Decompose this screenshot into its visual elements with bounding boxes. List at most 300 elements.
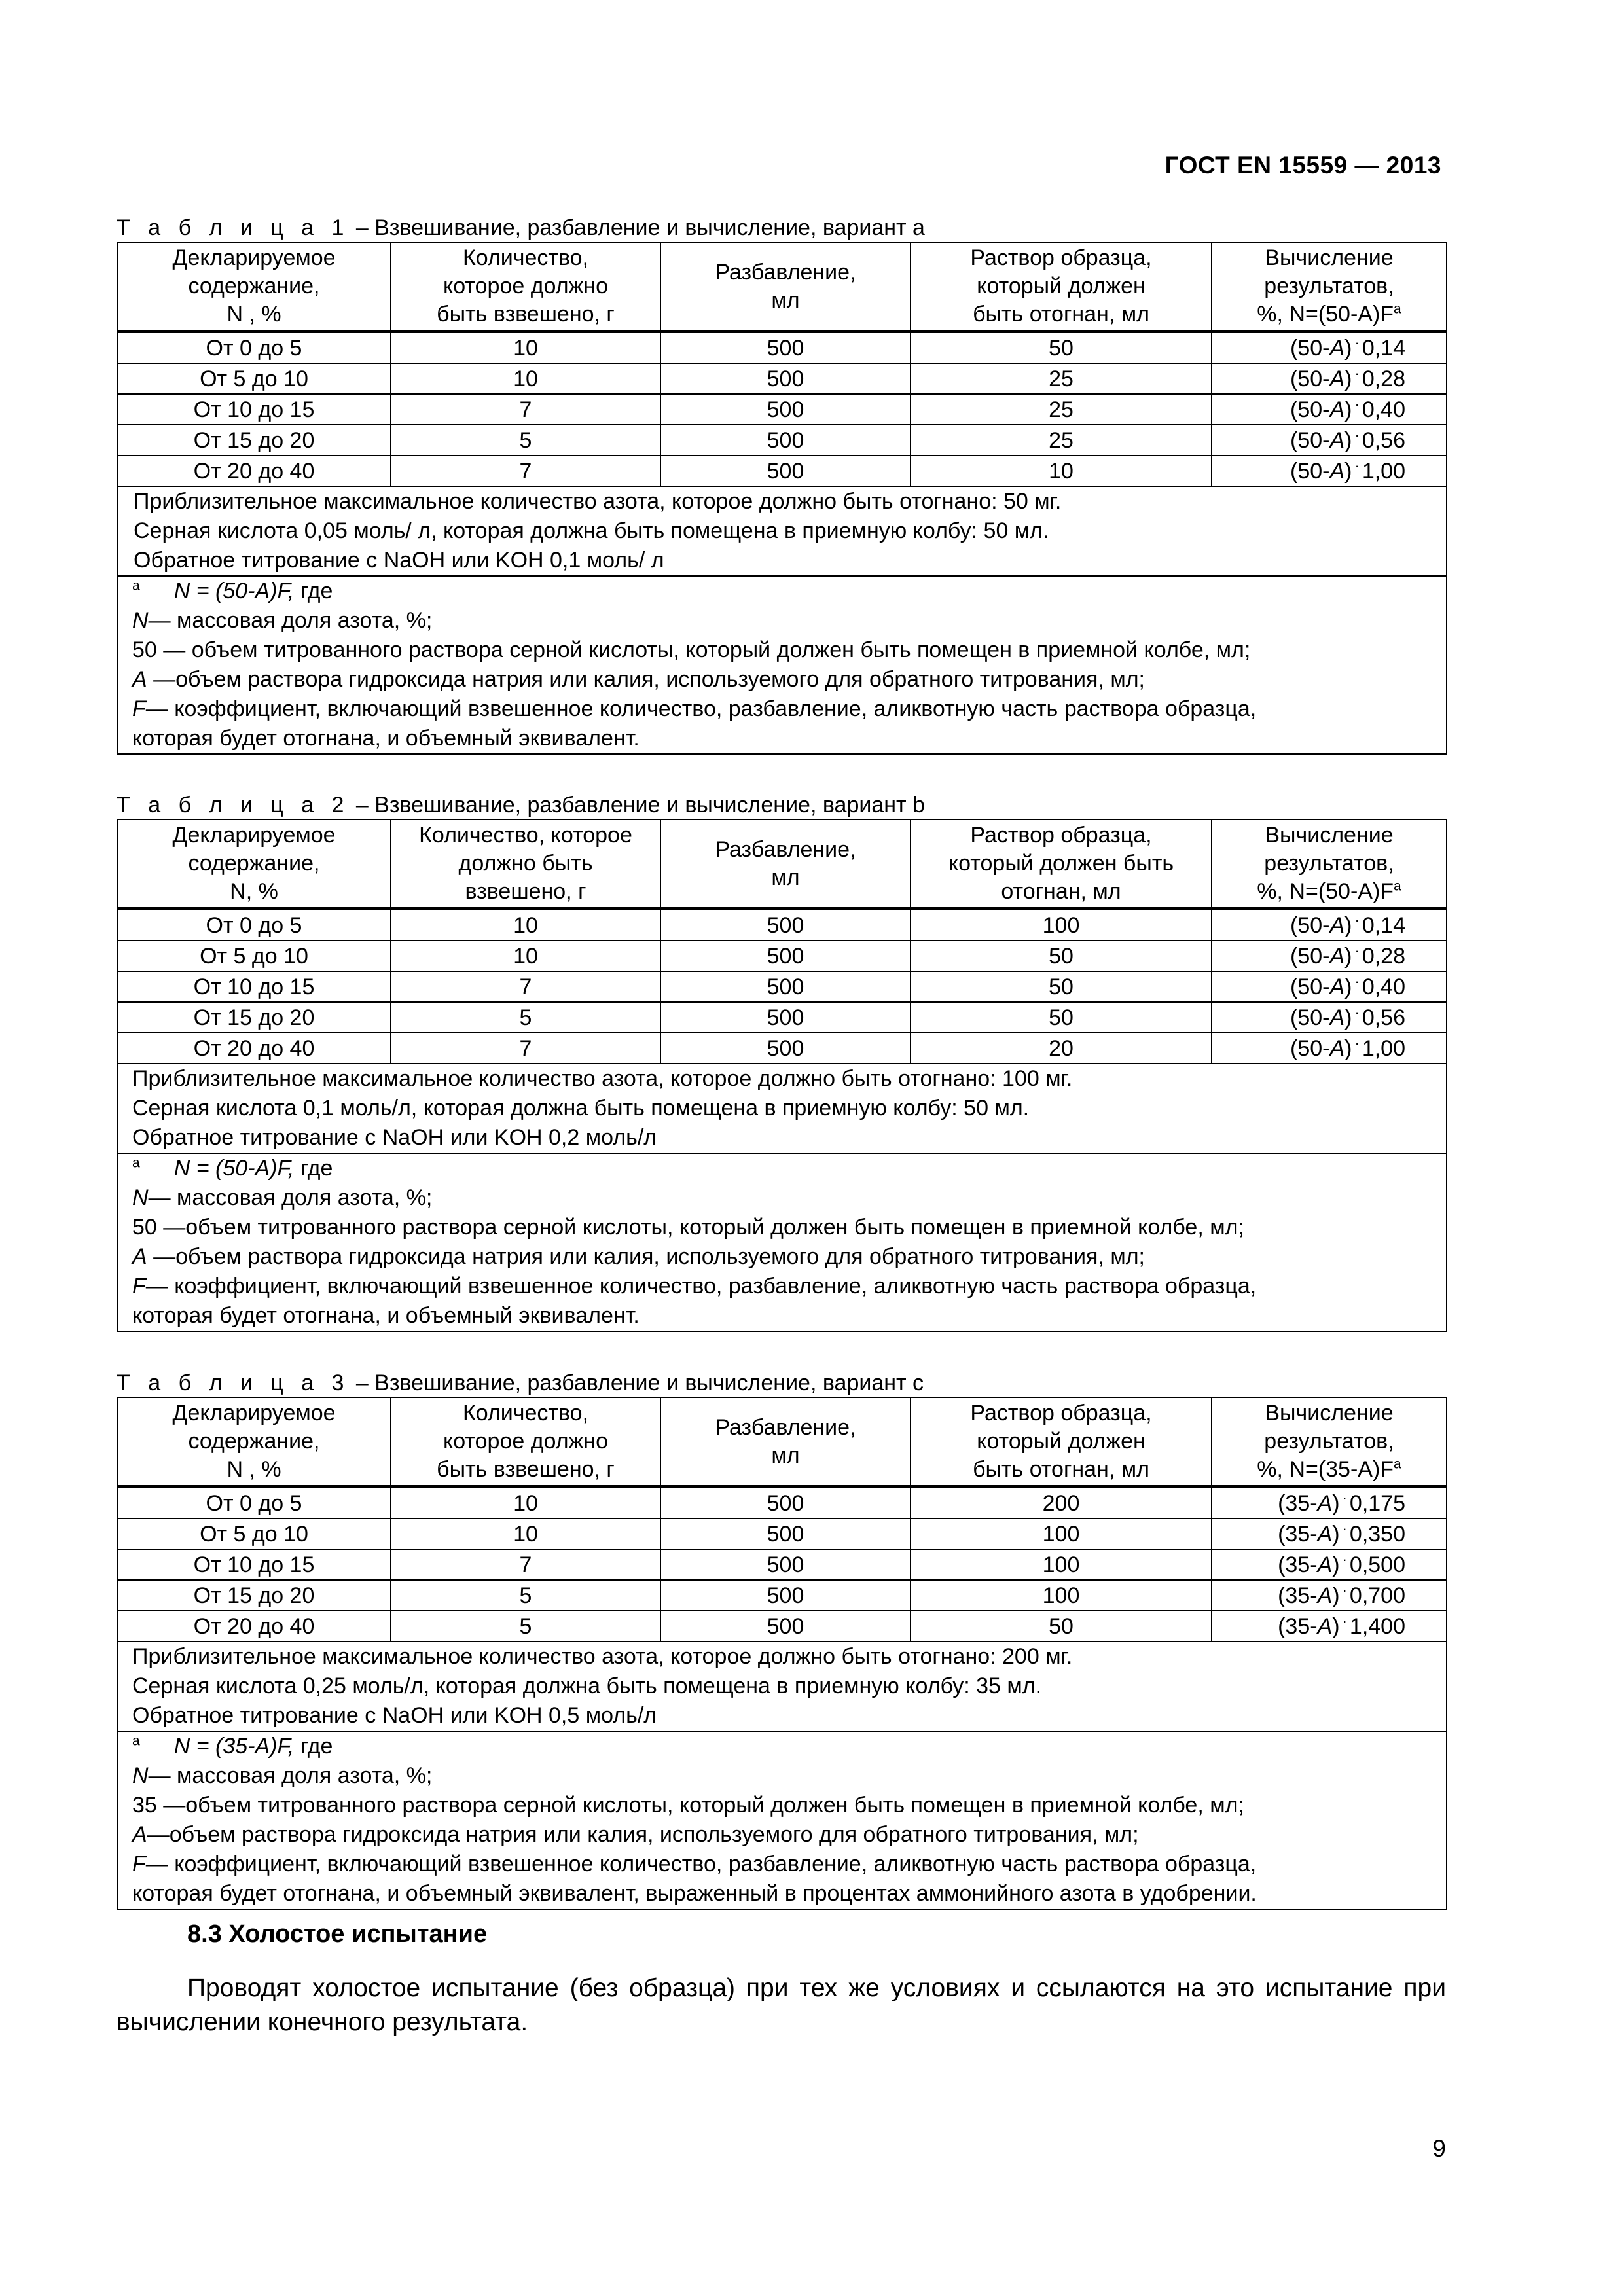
header-line	[915, 1427, 1207, 1456]
header-cell-4	[911, 242, 1212, 332]
legend-text: — коэффициент, включающий взвешенное количество, разбавление, аликвотную часть раствора образца,	[145, 1852, 1257, 1876]
table-cell: 25	[911, 394, 1212, 425]
document-header: ГОСТ EN 15559 — 2013	[1164, 152, 1441, 179]
header-cell-1	[117, 1397, 391, 1487]
table-caption-label: Т а б л и ц а 2	[117, 793, 350, 817]
table-row	[117, 941, 1447, 971]
multiplication-dot: ·	[1342, 1489, 1347, 1506]
legend-line	[132, 724, 1442, 753]
legend-text: —объем титрованного раствора серной кислоты, который должен быть помещен в приемной колбе, мл;	[156, 1215, 1244, 1240]
header-cell-4	[911, 1397, 1212, 1487]
legend-text: — коэффициент, включающий взвешенное количество, разбавление, аликвотную часть раствора образца,	[145, 696, 1257, 721]
legend-line	[132, 1183, 1442, 1213]
result-term: (35-A)	[1278, 1552, 1340, 1577]
table-cell: 200	[911, 1487, 1212, 1519]
header-text: результатов,	[1264, 274, 1394, 298]
table-cell: 25	[911, 425, 1212, 456]
result-factor: 0,56	[1362, 428, 1405, 453]
result-factor: 0,500	[1349, 1552, 1405, 1577]
result-cell	[1212, 909, 1447, 941]
table-cell: 7	[391, 1033, 660, 1064]
table-cell: 50	[911, 1002, 1212, 1033]
legend-text: —объем раствора гидроксида натрия или калия, используемого для обратного титрования, мл;	[147, 1244, 1145, 1269]
header-line	[915, 272, 1207, 300]
legend-symbol: F	[132, 696, 146, 721]
result-factor: 1,00	[1362, 1036, 1405, 1061]
table-cell: От 10 до 15	[117, 971, 391, 1002]
section-title: 8.3 Холостое испытание	[187, 1920, 488, 1948]
multiplication-dot: ·	[1354, 942, 1360, 959]
header-text: Раствор образца,	[970, 1401, 1152, 1426]
legend-row	[117, 576, 1447, 754]
table-cell: 10	[391, 332, 660, 364]
header-line	[395, 1456, 656, 1484]
notes-row	[117, 486, 1447, 576]
header-line	[395, 1399, 656, 1427]
header-line	[122, 1427, 386, 1456]
legend-formula-line	[132, 577, 1442, 606]
legend-formula: N = (50-A)F,	[173, 579, 295, 603]
table-cell: 500	[660, 425, 911, 456]
table-row	[117, 1580, 1447, 1611]
header-text: мл	[771, 287, 800, 313]
result-term: (50-A)	[1290, 397, 1352, 422]
result-term: (50-A)	[1290, 1005, 1352, 1030]
header-text: результатов,	[1264, 851, 1394, 876]
legend-line	[132, 1272, 1442, 1301]
header-line	[1216, 1456, 1442, 1484]
header-line	[915, 1456, 1207, 1484]
header-line	[915, 850, 1207, 878]
note-line: Приблизительное максимальное количество азота, которое должно быть отогнано: 100 мг.	[132, 1066, 1073, 1091]
legend-line	[132, 1850, 1442, 1879]
table-cell: 500	[660, 941, 911, 971]
result-term: (35-A)	[1278, 1491, 1340, 1516]
result-factor: 0,40	[1362, 397, 1405, 422]
header-text: Количество,	[462, 1401, 589, 1426]
result-factor: 1,400	[1349, 1614, 1405, 1639]
table-cell: 10	[911, 456, 1212, 486]
note-line: Серная кислота 0,05 моль/ л, которая должна быть помещена в приемную колбу: 50 мл.	[134, 518, 1049, 543]
legend-line	[132, 1820, 1442, 1850]
legend-symbol: N	[132, 1763, 149, 1788]
header-line	[915, 1399, 1207, 1427]
multiplication-dot: ·	[1354, 365, 1360, 382]
header-cell-3	[660, 242, 911, 332]
legend-text: —объем раствора гидроксида натрия или калия, используемого для обратного титрования, мл;	[147, 1822, 1139, 1847]
table-cell: От 15 до 20	[117, 1002, 391, 1033]
header-text: быть отогнан, мл	[973, 302, 1149, 327]
header-cell-2	[391, 242, 660, 332]
header-text: %, N=(50-A)F	[1257, 302, 1394, 327]
result-cell	[1212, 1611, 1447, 1641]
header-cell-1	[117, 819, 391, 909]
result-factor: 0,40	[1362, 975, 1405, 999]
legend-symbol: N	[132, 608, 149, 633]
legend-line	[132, 694, 1442, 724]
header-text: Вычисление	[1265, 245, 1394, 270]
note-line: Приблизительное максимальное количество азота, которое должно быть отогнано: 200 мг.	[132, 1644, 1073, 1669]
header-text: который должен	[977, 274, 1146, 298]
header-cell-5	[1212, 819, 1447, 909]
header-line	[915, 244, 1207, 272]
footnote-marker: a	[132, 1155, 140, 1171]
page-number: 9	[1432, 2135, 1446, 2162]
header-line	[122, 850, 386, 878]
header-text: содержание,	[188, 274, 320, 298]
header-line	[122, 272, 386, 300]
table-cell: 500	[660, 909, 911, 941]
header-line	[1216, 300, 1442, 329]
table-row	[117, 1518, 1447, 1549]
header-line	[122, 1456, 386, 1484]
header-text: который должен	[977, 1429, 1146, 1454]
header-line	[122, 878, 386, 906]
result-factor: 0,700	[1349, 1583, 1405, 1608]
header-text: Разбавление,	[715, 1414, 856, 1440]
header-line	[395, 1427, 656, 1456]
result-cell	[1212, 332, 1447, 364]
table-cell: От 15 до 20	[117, 425, 391, 456]
legend-line	[132, 1213, 1442, 1242]
table-cell: 7	[391, 456, 660, 486]
result-cell	[1212, 971, 1447, 1002]
header-cell-5	[1212, 242, 1447, 332]
legend-text: —объем раствора гидроксида натрия или калия, используемого для обратного титрования, мл;	[147, 667, 1145, 692]
result-factor: 0,28	[1362, 367, 1405, 391]
header-text: %, N=(50-A)F	[1257, 879, 1394, 904]
table-cell: От 10 до 15	[117, 1549, 391, 1580]
header-line	[915, 300, 1207, 329]
note-line: Приблизительное максимальное количество азота, которое должно быть отогнано: 50 мг.	[134, 489, 1062, 514]
legend-line	[132, 1791, 1442, 1820]
legend-symbol: 50	[132, 1215, 157, 1240]
table-cell: 100	[911, 909, 1212, 941]
notes-row	[117, 1064, 1447, 1153]
table-header-row	[117, 1397, 1447, 1487]
legend-cell	[117, 1153, 1447, 1331]
result-term: (50-A)	[1290, 975, 1352, 999]
header-line	[665, 864, 906, 892]
result-cell	[1212, 1487, 1447, 1519]
header-line	[1216, 1399, 1442, 1427]
table-cell: От 5 до 10	[117, 363, 391, 394]
header-line	[395, 878, 656, 906]
table-row	[117, 363, 1447, 394]
header-text: которое должно	[443, 274, 608, 298]
header-text: взвешено, г	[465, 879, 586, 904]
header-cell-3	[660, 1397, 911, 1487]
result-factor: 0,175	[1349, 1491, 1405, 1516]
data-table	[117, 242, 1447, 755]
data-table	[117, 819, 1447, 1332]
table-caption-label: Т а б л и ц а 1	[117, 215, 350, 240]
header-text: Декларируемое	[172, 823, 336, 848]
table-cell: От 0 до 5	[117, 1487, 391, 1519]
header-text: Разбавление,	[715, 259, 856, 285]
notes-cell	[117, 1064, 1447, 1153]
legend-cell	[117, 576, 1447, 754]
legend-formula-tail: где	[294, 1156, 333, 1181]
header-line	[122, 300, 386, 329]
header-line	[395, 300, 656, 329]
table-cell: 500	[660, 1002, 911, 1033]
header-line	[1216, 821, 1442, 850]
result-term: (35-A)	[1278, 1583, 1340, 1608]
header-text: Количество,	[462, 245, 589, 270]
legend-line	[132, 606, 1442, 636]
header-text: Раствор образца,	[970, 823, 1152, 848]
multiplication-dot: ·	[1342, 1581, 1347, 1598]
result-factor: 0,350	[1349, 1522, 1405, 1547]
multiplication-dot: ·	[1354, 973, 1360, 990]
legend-formula-tail: где	[294, 1734, 333, 1759]
legend-row	[117, 1731, 1447, 1909]
legend-cell	[117, 1731, 1447, 1909]
table-2	[117, 791, 1446, 1332]
result-cell	[1212, 425, 1447, 456]
table-cell: 10	[391, 909, 660, 941]
table-cell: 500	[660, 456, 911, 486]
legend-symbol: 35	[132, 1793, 157, 1818]
header-text: N , %	[226, 1457, 281, 1482]
table-cell: От 20 до 40	[117, 1611, 391, 1641]
table-row	[117, 971, 1447, 1002]
table-cell: От 0 до 5	[117, 332, 391, 364]
table-cell: 7	[391, 971, 660, 1002]
result-term: (50-A)	[1290, 1036, 1352, 1061]
legend-text: которая будет отогнана, и объемный эквивалент.	[132, 726, 640, 751]
table-1	[117, 214, 1446, 755]
table-cell: 50	[911, 332, 1212, 364]
section-paragraph	[117, 1971, 1446, 2039]
legend-text: — коэффициент, включающий взвешенное количество, разбавление, аликвотную часть раствора образца,	[145, 1274, 1257, 1299]
table-row	[117, 425, 1447, 456]
header-text: Разбавление,	[715, 836, 856, 862]
header-text: содержание,	[188, 851, 320, 876]
table-cell: 10	[391, 941, 660, 971]
header-line	[395, 850, 656, 878]
legend-formula: N = (50-A)F,	[173, 1156, 295, 1181]
table-header-row	[117, 242, 1447, 332]
header-text: %, N=(35-A)F	[1257, 1457, 1394, 1482]
table-cell: От 15 до 20	[117, 1580, 391, 1611]
legend-text: — массовая доля азота, %;	[148, 1763, 433, 1788]
legend-symbol: A	[132, 1244, 147, 1269]
header-line	[122, 244, 386, 272]
table-cell: От 20 до 40	[117, 456, 391, 486]
result-cell	[1212, 1518, 1447, 1549]
table-cell: 50	[911, 1611, 1212, 1641]
legend-formula-line	[132, 1732, 1442, 1761]
table-row	[117, 456, 1447, 486]
legend-formula: N = (35-A)F,	[173, 1734, 295, 1759]
table-row	[117, 1033, 1447, 1064]
result-term: (50-A)	[1290, 913, 1352, 938]
note-line: Обратное титрование с NaOH или KOH 0,5 моль/л	[132, 1703, 657, 1728]
table-caption-text: – Взвешивание, разбавление и вычисление, вариант с	[350, 1371, 924, 1395]
result-cell	[1212, 1033, 1447, 1064]
note-line: Обратное титрование с NaOH или KOH 0,1 моль/ л	[134, 548, 664, 573]
result-cell	[1212, 456, 1447, 486]
multiplication-dot: ·	[1342, 1551, 1347, 1568]
header-text: Декларируемое	[172, 1401, 336, 1426]
header-line	[915, 821, 1207, 850]
legend-row	[117, 1153, 1447, 1331]
header-line	[1216, 850, 1442, 878]
header-line	[1216, 244, 1442, 272]
header-line	[665, 836, 906, 864]
table-cell: 500	[660, 1549, 911, 1580]
legend-text: —объем титрованного раствора серной кислоты, который должен быть помещен в приемной колбе, мл;	[156, 1793, 1244, 1818]
header-text: Вычисление	[1265, 823, 1394, 848]
note-line: Обратное титрование с NaOH или KOH 0,2 моль/л	[132, 1125, 657, 1150]
header-text: быть отогнан, мл	[973, 1457, 1149, 1482]
result-term: (50-A)	[1290, 459, 1352, 484]
table-cell: 500	[660, 1033, 911, 1064]
table-cell: 7	[391, 394, 660, 425]
footnote-marker: a	[1394, 878, 1401, 894]
header-line	[1216, 1427, 1442, 1456]
result-factor: 0,14	[1362, 336, 1405, 361]
header-text: Вычисление	[1265, 1401, 1394, 1426]
legend-text: — массовая доля азота, %;	[148, 1185, 433, 1210]
table-caption	[117, 791, 1446, 819]
table-cell: 500	[660, 1518, 911, 1549]
header-cell-3	[660, 819, 911, 909]
legend-formula-tail: где	[294, 579, 333, 603]
table-cell: 500	[660, 363, 911, 394]
legend-symbol: N	[132, 1185, 149, 1210]
header-line	[665, 1442, 906, 1470]
header-cell-2	[391, 1397, 660, 1487]
header-line	[1216, 878, 1442, 906]
header-line	[395, 272, 656, 300]
multiplication-dot: ·	[1354, 1034, 1360, 1051]
header-text: N, %	[230, 879, 278, 904]
multiplication-dot: ·	[1354, 457, 1360, 474]
footnote-marker: a	[1394, 301, 1401, 317]
table-header-row	[117, 819, 1447, 909]
legend-line	[132, 665, 1442, 694]
table-row	[117, 909, 1447, 941]
multiplication-dot: ·	[1354, 426, 1360, 443]
table-cell: 5	[391, 425, 660, 456]
result-cell	[1212, 394, 1447, 425]
table-cell: 5	[391, 1611, 660, 1641]
table-caption	[117, 1369, 1446, 1397]
header-text: мл	[771, 1443, 800, 1468]
note-line: Серная кислота 0,25 моль/л, которая должна быть помещена в приемную колбу: 35 мл.	[132, 1674, 1042, 1698]
table-3	[117, 1369, 1446, 1910]
legend-line	[132, 1301, 1442, 1331]
table-cell: 500	[660, 971, 911, 1002]
table-caption-label: Т а б л и ц а 3	[117, 1371, 350, 1395]
table-cell: От 10 до 15	[117, 394, 391, 425]
header-cell-5	[1212, 1397, 1447, 1487]
table-cell: 20	[911, 1033, 1212, 1064]
header-text: которое должно	[443, 1429, 608, 1454]
footnote-marker: a	[132, 578, 140, 594]
notes-row	[117, 1641, 1447, 1731]
legend-text: — объем титрованного раствора серной кислоты, который должен быть помещен в приемной колбе, мл;	[156, 637, 1251, 662]
result-term: (50-A)	[1290, 944, 1352, 969]
header-text: N , %	[226, 302, 281, 327]
table-cell: 100	[911, 1549, 1212, 1580]
legend-symbol: A	[132, 667, 147, 692]
legend-symbol: F	[132, 1274, 146, 1299]
table-cell: 5	[391, 1002, 660, 1033]
table-caption-text: – Взвешивание, разбавление и вычисление, вариант b	[350, 793, 925, 817]
table-cell: 500	[660, 332, 911, 364]
legend-symbol: 50	[132, 637, 157, 662]
header-text: быть взвешено, г	[437, 302, 615, 327]
table-caption	[117, 214, 1446, 242]
table-cell: 10	[391, 1518, 660, 1549]
result-factor: 0,28	[1362, 944, 1405, 969]
legend-symbol: F	[132, 1852, 146, 1876]
header-line	[665, 287, 906, 315]
table-cell: 25	[911, 363, 1212, 394]
table-cell: 10	[391, 363, 660, 394]
table-cell: 5	[391, 1580, 660, 1611]
legend-line	[132, 1879, 1442, 1909]
table-cell: 7	[391, 1549, 660, 1580]
result-factor: 1,00	[1362, 459, 1405, 484]
header-cell-2	[391, 819, 660, 909]
legend-line	[132, 636, 1442, 665]
result-cell	[1212, 1580, 1447, 1611]
table-caption-text: – Взвешивание, разбавление и вычисление, вариант а	[350, 215, 925, 240]
result-term: (35-A)	[1278, 1522, 1340, 1547]
header-line	[915, 878, 1207, 906]
result-term: (35-A)	[1278, 1614, 1340, 1639]
header-text: Количество, которое	[419, 823, 632, 848]
notes-cell	[117, 1641, 1447, 1731]
table-row	[117, 1487, 1447, 1519]
table-cell: От 20 до 40	[117, 1033, 391, 1064]
table-row	[117, 1002, 1447, 1033]
multiplication-dot: ·	[1342, 1520, 1347, 1537]
result-cell	[1212, 363, 1447, 394]
header-line	[395, 244, 656, 272]
table-cell: 100	[911, 1518, 1212, 1549]
table-cell: 100	[911, 1580, 1212, 1611]
legend-text: — массовая доля азота, %;	[148, 608, 433, 633]
notes-cell	[117, 486, 1447, 576]
legend-text: которая будет отогнана, и объемный эквивалент, выраженный в процентах аммонийного азота в удобрении.	[132, 1881, 1257, 1906]
header-cell-4	[911, 819, 1212, 909]
table-row	[117, 332, 1447, 364]
table-cell: 500	[660, 1611, 911, 1641]
table-cell: 10	[391, 1487, 660, 1519]
header-line	[665, 1414, 906, 1442]
footnote-marker: a	[132, 1733, 140, 1749]
result-cell	[1212, 1549, 1447, 1580]
result-factor: 0,56	[1362, 1005, 1405, 1030]
result-factor: 0,14	[1362, 913, 1405, 938]
table-row	[117, 1611, 1447, 1641]
header-line	[395, 821, 656, 850]
table-cell: От 5 до 10	[117, 941, 391, 971]
header-line	[1216, 272, 1442, 300]
table-cell: 500	[660, 1487, 911, 1519]
footnote-marker: a	[1394, 1456, 1401, 1472]
note-line: Серная кислота 0,1 моль/л, которая должна быть помещена в приемную колбу: 50 мл.	[132, 1096, 1030, 1121]
table-row	[117, 1549, 1447, 1580]
result-cell	[1212, 1002, 1447, 1033]
table-cell: От 0 до 5	[117, 909, 391, 941]
